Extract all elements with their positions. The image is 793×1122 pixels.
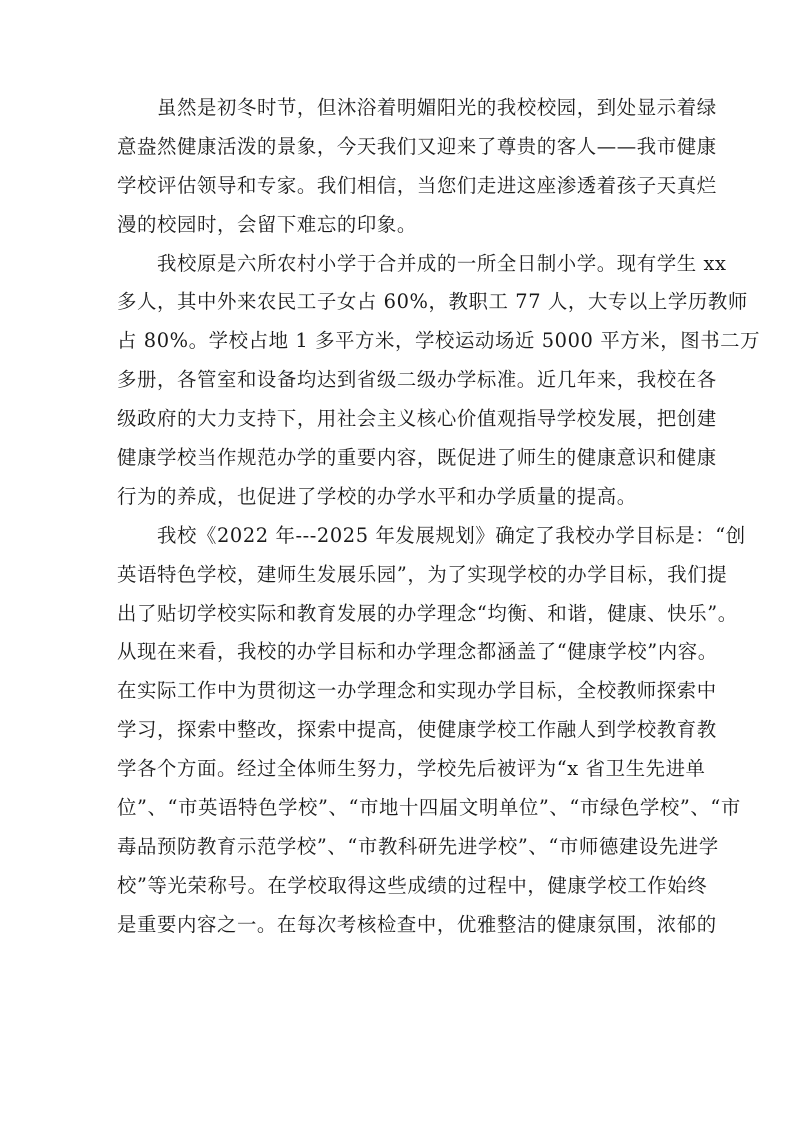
text-line: 我校《2022 年---2025 年发展规划》确定了我校办学目标是：“创	[157, 523, 746, 547]
text-line: 健康学校当作规范办学的重要内容，既促进了师生的健康意识和健康	[117, 446, 717, 470]
text-line: 学习，探索中整改，探索中提高，使健康学校工作融人到学校教育教	[117, 718, 717, 742]
text-line: 从现在来看，我校的办学目标和办学理念都涵盖了“健康学校”内容。	[117, 640, 718, 664]
text-line: 出了贴切学校实际和教育发展的办学理念“均衡、和谐，健康、快乐”。	[117, 601, 738, 625]
text-line: 级政府的大力支持下，用社会主义核心价值观指导学校发展，把创建	[117, 407, 717, 431]
text-line: 在实际工作中为贯彻这一办学理念和实现办学目标，全校教师探索中	[117, 679, 717, 703]
document-page	[117, 89, 761, 945]
text-line: 虽然是初冬时节，但沐浴着明媚阳光的我校校园，到处显示着绿	[157, 96, 717, 119]
text-line: 意盎然健康活泼的景象，今天我们又迎来了尊贵的客人——我市健康	[117, 134, 717, 158]
text-line: 漫的校园时，会留下难忘的印象。	[117, 212, 417, 236]
text-line: 行为的养成，也促进了学校的办学水平和办学质量的提高。	[117, 484, 637, 508]
text-line: 英语特色学校，建师生发展乐园”，为了实现学校的办学目标，我们提	[117, 562, 728, 586]
text-line: 校”等光荣称号。在学校取得这些成绩的过程中，健康学校工作始终	[117, 873, 708, 897]
text-line: 多人，其中外来农民工子女占 60%，教职工 77 人，大专以上学历教师	[117, 290, 748, 314]
text-line: 多册，各管室和设备均达到省级二级办学标准。近几年来，我校在各	[117, 368, 717, 392]
text-line: 毒品预防教育示范学校”、“市教科研先进学校”、“市师德建设先进学	[117, 834, 719, 858]
text-line: 位”、“市英语特色学校”、“市地十四届文明单位”、“市绿色学校”、“市	[117, 796, 741, 820]
text-line: 是重要内容之一。在每次考核检查中，优雅整洁的健康氛围，浓郁的	[117, 912, 717, 936]
paragraph-development-plan	[117, 517, 746, 945]
text-line: 占 80%。学校占地 1 多平方米，学校运动场近 5000 平方米，图书二万	[117, 329, 761, 353]
text-line: 学各个方面。经过全体师生努力，学校先后被评为“x 省卫生先进单	[117, 757, 706, 781]
paragraph-intro	[117, 89, 717, 245]
text-line: 我校原是六所农村小学于合并成的一所全日制小学。现有学生 xx	[157, 251, 727, 275]
paragraph-school-overview	[117, 245, 761, 517]
text-line: 学校评估领导和专家。我们相信，当您们走进这座渗透着孩子天真烂	[117, 173, 717, 197]
